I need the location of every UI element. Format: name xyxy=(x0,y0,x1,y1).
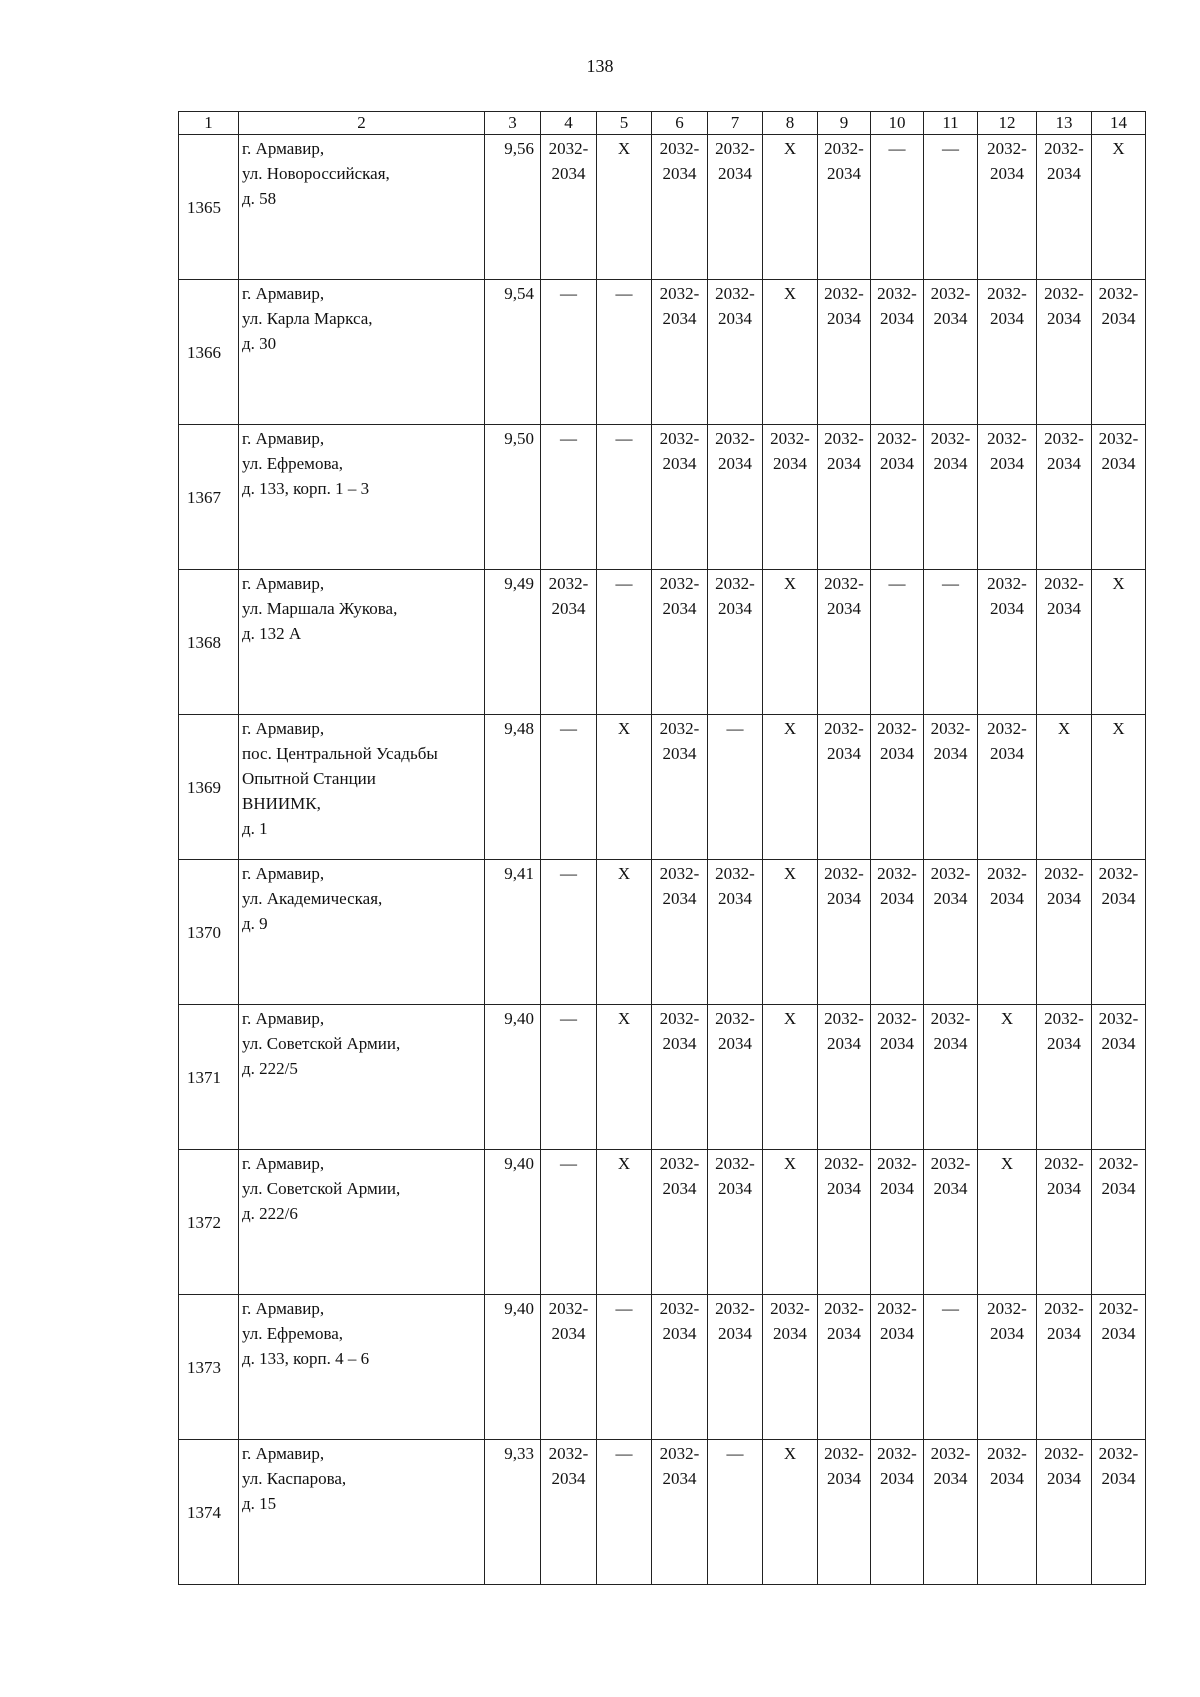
column-number-header: 13 xyxy=(1037,112,1092,135)
schedule-cell: 2032- 2034 xyxy=(978,135,1037,280)
schedule-cell: 2032- 2034 xyxy=(1037,425,1092,570)
table-row xyxy=(179,135,1146,280)
schedule-cell: 2032- 2034 xyxy=(924,1005,978,1150)
schedule-cell: 2032- 2034 xyxy=(1037,1440,1092,1585)
schedule-cell: 2032- 2034 xyxy=(1037,280,1092,425)
table-row xyxy=(179,715,1146,860)
schedule-cell: X xyxy=(763,715,818,860)
area-cell: 9,54 xyxy=(485,280,541,425)
schedule-cell: 2032- 2034 xyxy=(818,570,871,715)
schedule-cell: 2032- 2034 xyxy=(818,1150,871,1295)
schedule-cell: 2032- 2034 xyxy=(1092,1150,1146,1295)
schedule-cell: 2032- 2034 xyxy=(1092,1440,1146,1585)
table-row xyxy=(179,1150,1146,1295)
schedule-cell: 2032- 2034 xyxy=(708,1150,763,1295)
address-line: д. 222/6 xyxy=(242,1204,298,1223)
schedule-cell: X xyxy=(763,280,818,425)
table-row xyxy=(179,1295,1146,1440)
row-number-cell: 1366 xyxy=(179,280,239,425)
address-cell xyxy=(239,1005,485,1150)
schedule-cell: — xyxy=(541,860,597,1005)
schedule-cell: 2032- 2034 xyxy=(1092,1295,1146,1440)
schedule-cell: 2032- 2034 xyxy=(652,570,708,715)
schedule-cell: 2032- 2034 xyxy=(924,715,978,860)
schedule-cell: 2032- 2034 xyxy=(871,280,924,425)
address-line: ул. Карла Маркса, xyxy=(242,309,373,328)
address-line: г. Армавир, xyxy=(242,139,325,158)
address-line: г. Армавир, xyxy=(242,574,325,593)
housing-registry-table xyxy=(178,111,1146,1585)
schedule-cell: X xyxy=(1092,715,1146,860)
address-cell xyxy=(239,1295,485,1440)
schedule-cell: 2032- 2034 xyxy=(871,1150,924,1295)
address-line: г. Армавир, xyxy=(242,1299,325,1318)
schedule-cell: X xyxy=(763,1005,818,1150)
address-cell xyxy=(239,715,485,860)
schedule-cell: 2032- 2034 xyxy=(763,1295,818,1440)
area-cell: 9,50 xyxy=(485,425,541,570)
schedule-cell: 2032- 2034 xyxy=(708,570,763,715)
table-row xyxy=(179,1440,1146,1585)
address-line: ул. Академическая, xyxy=(242,889,383,908)
address-cell xyxy=(239,1150,485,1295)
schedule-cell: — xyxy=(541,425,597,570)
schedule-cell: X xyxy=(597,1150,652,1295)
row-number-cell: 1372 xyxy=(179,1150,239,1295)
schedule-cell: 2032- 2034 xyxy=(818,860,871,1005)
column-number-header: 2 xyxy=(239,112,485,135)
column-number-header: 6 xyxy=(652,112,708,135)
schedule-cell: 2032- 2034 xyxy=(763,425,818,570)
schedule-cell: 2032- 2034 xyxy=(541,135,597,280)
row-number-cell: 1368 xyxy=(179,570,239,715)
address-line: д. 133, корп. 4 – 6 xyxy=(242,1349,370,1368)
address-line: ул. Советской Армии, xyxy=(242,1179,401,1198)
column-number-header: 9 xyxy=(818,112,871,135)
address-cell xyxy=(239,570,485,715)
address-line: д. 133, корп. 1 – 3 xyxy=(242,479,370,498)
schedule-cell: 2032- 2034 xyxy=(1092,1005,1146,1150)
schedule-cell: — xyxy=(597,570,652,715)
schedule-cell: X xyxy=(1092,570,1146,715)
address-cell xyxy=(239,425,485,570)
schedule-cell: — xyxy=(541,1150,597,1295)
area-cell: 9,40 xyxy=(485,1005,541,1150)
schedule-cell: 2032- 2034 xyxy=(652,1150,708,1295)
area-cell: 9,56 xyxy=(485,135,541,280)
schedule-cell: 2032- 2034 xyxy=(871,1440,924,1585)
schedule-cell: 2032- 2034 xyxy=(871,715,924,860)
address-line: д. 1 xyxy=(242,819,268,838)
address-line: г. Армавир, xyxy=(242,429,325,448)
page-number: 138 xyxy=(586,56,614,76)
schedule-cell: 2032- 2034 xyxy=(818,1005,871,1150)
schedule-cell: — xyxy=(871,135,924,280)
schedule-cell: — xyxy=(597,1440,652,1585)
schedule-cell: — xyxy=(708,715,763,860)
schedule-cell: 2032- 2034 xyxy=(871,860,924,1005)
schedule-cell: X xyxy=(763,1150,818,1295)
address-line: г. Армавир, xyxy=(242,1444,325,1463)
schedule-cell: — xyxy=(708,1440,763,1585)
row-number-cell: 1369 xyxy=(179,715,239,860)
column-number-header: 10 xyxy=(871,112,924,135)
schedule-cell: X xyxy=(597,715,652,860)
row-number-cell: 1371 xyxy=(179,1005,239,1150)
schedule-cell: 2032- 2034 xyxy=(652,860,708,1005)
schedule-cell: X xyxy=(1092,135,1146,280)
address-line: ул. Маршала Жукова, xyxy=(242,599,398,618)
schedule-cell: — xyxy=(924,135,978,280)
schedule-cell: 2032- 2034 xyxy=(1092,280,1146,425)
address-line: г. Армавир, xyxy=(242,719,325,738)
column-number-header: 4 xyxy=(541,112,597,135)
column-number-header: 7 xyxy=(708,112,763,135)
schedule-cell: 2032- 2034 xyxy=(1037,1295,1092,1440)
schedule-cell: 2032- 2034 xyxy=(871,1295,924,1440)
schedule-cell: — xyxy=(597,1295,652,1440)
address-line: ул. Каспарова, xyxy=(242,1469,347,1488)
schedule-cell: — xyxy=(871,570,924,715)
address-line: ул. Советской Армии, xyxy=(242,1034,401,1053)
schedule-cell: 2032- 2034 xyxy=(708,280,763,425)
schedule-cell: 2032- 2034 xyxy=(818,715,871,860)
row-number-cell: 1373 xyxy=(179,1295,239,1440)
address-line: д. 30 xyxy=(242,334,277,353)
schedule-cell: 2032- 2034 xyxy=(1037,860,1092,1005)
schedule-cell: 2032- 2034 xyxy=(708,135,763,280)
schedule-cell: 2032- 2034 xyxy=(978,860,1037,1005)
area-cell: 9,33 xyxy=(485,1440,541,1585)
schedule-cell: 2032- 2034 xyxy=(818,1440,871,1585)
address-line: д. 58 xyxy=(242,189,277,208)
area-cell: 9,49 xyxy=(485,570,541,715)
schedule-cell: X xyxy=(1037,715,1092,860)
schedule-cell: X xyxy=(763,135,818,280)
column-number-header: 11 xyxy=(924,112,978,135)
schedule-cell: — xyxy=(597,425,652,570)
schedule-cell: 2032- 2034 xyxy=(541,1440,597,1585)
address-line: г. Армавир, xyxy=(242,864,325,883)
schedule-cell: X xyxy=(763,1440,818,1585)
schedule-cell: 2032- 2034 xyxy=(1037,135,1092,280)
address-line: д. 222/5 xyxy=(242,1059,298,1078)
schedule-cell: 2032- 2034 xyxy=(924,1440,978,1585)
table-row xyxy=(179,860,1146,1005)
table-row xyxy=(179,570,1146,715)
schedule-cell: 2032- 2034 xyxy=(978,715,1037,860)
schedule-cell: 2032- 2034 xyxy=(818,1295,871,1440)
address-cell xyxy=(239,1440,485,1585)
schedule-cell: 2032- 2034 xyxy=(708,860,763,1005)
row-number-cell: 1365 xyxy=(179,135,239,280)
schedule-cell: — xyxy=(924,1295,978,1440)
schedule-cell: 2032- 2034 xyxy=(924,1150,978,1295)
schedule-cell: 2032- 2034 xyxy=(541,1295,597,1440)
schedule-cell: 2032- 2034 xyxy=(924,280,978,425)
schedule-cell: 2032- 2034 xyxy=(652,1005,708,1150)
schedule-cell: 2032- 2034 xyxy=(1037,1150,1092,1295)
table-row xyxy=(179,1005,1146,1150)
column-number-header: 1 xyxy=(179,112,239,135)
address-line: ул. Ефремова, xyxy=(242,1324,344,1343)
address-cell xyxy=(239,135,485,280)
address-line: Опытной Станции xyxy=(242,769,376,788)
schedule-cell: 2032- 2034 xyxy=(1092,860,1146,1005)
schedule-cell: 2032- 2034 xyxy=(818,280,871,425)
schedule-cell: 2032- 2034 xyxy=(652,715,708,860)
table-row xyxy=(179,425,1146,570)
schedule-cell: X xyxy=(597,1005,652,1150)
schedule-cell: 2032- 2034 xyxy=(924,425,978,570)
column-number-header: 3 xyxy=(485,112,541,135)
schedule-cell: 2032- 2034 xyxy=(1092,425,1146,570)
schedule-cell: — xyxy=(541,715,597,860)
schedule-cell: 2032- 2034 xyxy=(652,425,708,570)
schedule-cell: 2032- 2034 xyxy=(708,1295,763,1440)
schedule-cell: 2032- 2034 xyxy=(978,1440,1037,1585)
schedule-cell: 2032- 2034 xyxy=(541,570,597,715)
row-number-cell: 1367 xyxy=(179,425,239,570)
schedule-cell: 2032- 2034 xyxy=(871,425,924,570)
schedule-cell: X xyxy=(763,570,818,715)
schedule-cell: X xyxy=(978,1005,1037,1150)
area-cell: 9,40 xyxy=(485,1150,541,1295)
schedule-cell: 2032- 2034 xyxy=(818,425,871,570)
address-line: д. 132 А xyxy=(242,624,302,643)
address-line: пос. Центральной Усадьбы xyxy=(242,744,438,763)
address-cell xyxy=(239,860,485,1005)
schedule-cell: 2032- 2034 xyxy=(1037,570,1092,715)
row-number-cell: 1370 xyxy=(179,860,239,1005)
schedule-cell: — xyxy=(541,1005,597,1150)
column-number-header: 12 xyxy=(978,112,1037,135)
schedule-cell: 2032- 2034 xyxy=(978,280,1037,425)
column-number-header: 8 xyxy=(763,112,818,135)
area-cell: 9,48 xyxy=(485,715,541,860)
schedule-cell: 2032- 2034 xyxy=(818,135,871,280)
column-number-header: 5 xyxy=(597,112,652,135)
address-line: г. Армавир, xyxy=(242,1009,325,1028)
schedule-cell: 2032- 2034 xyxy=(1037,1005,1092,1150)
schedule-cell: 2032- 2034 xyxy=(978,425,1037,570)
schedule-cell: 2032- 2034 xyxy=(871,1005,924,1150)
schedule-cell: 2032- 2034 xyxy=(652,1440,708,1585)
schedule-cell: 2032- 2034 xyxy=(652,280,708,425)
address-line: ул. Новороссийская, xyxy=(242,164,390,183)
schedule-cell: X xyxy=(597,135,652,280)
schedule-cell: 2032- 2034 xyxy=(708,1005,763,1150)
address-cell xyxy=(239,280,485,425)
address-line: д. 15 xyxy=(242,1494,277,1513)
address-line: г. Армавир, xyxy=(242,284,325,303)
schedule-cell: 2032- 2034 xyxy=(708,425,763,570)
table-body xyxy=(179,112,1146,1585)
column-number-header-row xyxy=(179,112,1146,135)
address-line: ВНИИМК, xyxy=(242,794,321,813)
schedule-cell: — xyxy=(924,570,978,715)
schedule-cell: 2032- 2034 xyxy=(652,1295,708,1440)
address-line: г. Армавир, xyxy=(242,1154,325,1173)
area-cell: 9,40 xyxy=(485,1295,541,1440)
address-line: ул. Ефремова, xyxy=(242,454,344,473)
schedule-cell: X xyxy=(597,860,652,1005)
schedule-cell: — xyxy=(597,280,652,425)
column-number-header: 14 xyxy=(1092,112,1146,135)
schedule-cell: X xyxy=(763,860,818,1005)
schedule-cell: X xyxy=(978,1150,1037,1295)
schedule-cell: 2032- 2034 xyxy=(978,570,1037,715)
row-number-cell: 1374 xyxy=(179,1440,239,1585)
schedule-cell: 2032- 2034 xyxy=(978,1295,1037,1440)
schedule-cell: — xyxy=(541,280,597,425)
schedule-cell: 2032- 2034 xyxy=(924,860,978,1005)
area-cell: 9,41 xyxy=(485,860,541,1005)
address-line: д. 9 xyxy=(242,914,268,933)
table-row xyxy=(179,280,1146,425)
schedule-cell: 2032- 2034 xyxy=(652,135,708,280)
